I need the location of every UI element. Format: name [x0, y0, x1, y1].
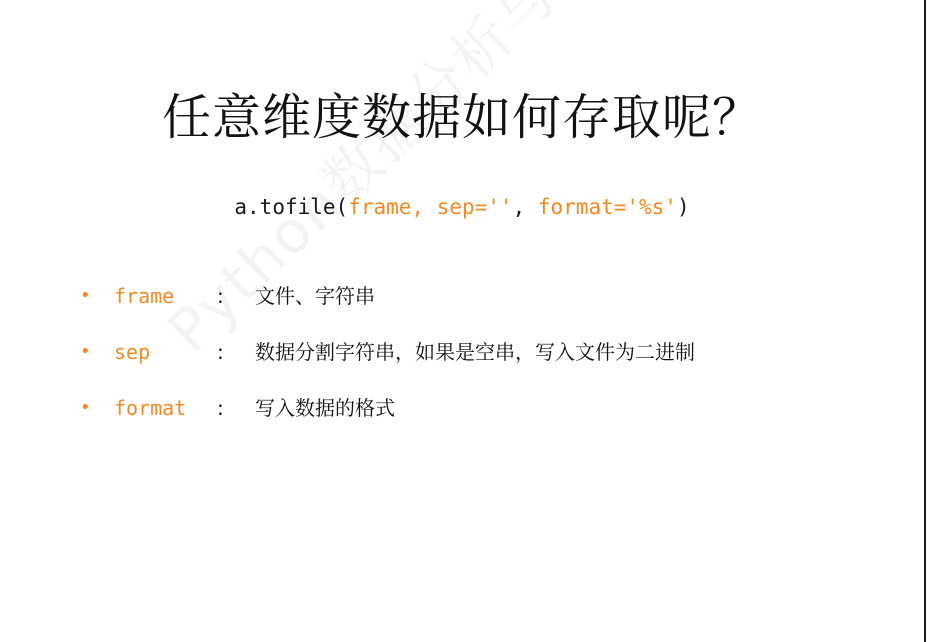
code-arg-format: format='%s': [537, 195, 677, 219]
code-arg-frame: frame,: [348, 195, 425, 219]
param-colon: :: [217, 396, 224, 420]
code-signature: [0, 193, 924, 221]
bullet-item-format: [0, 393, 924, 423]
param-description: 写入数据的格式: [255, 396, 395, 420]
bullet-item-frame: [0, 281, 924, 311]
bullet-dot-icon: •: [80, 285, 91, 306]
code-comma: ,: [512, 195, 526, 219]
param-name: sep: [114, 340, 151, 364]
slide-title: 任意维度数据如何存取呢？: [161, 89, 762, 146]
code-prefix: a.tofile(: [234, 195, 349, 219]
code-suffix: ): [676, 195, 690, 219]
window-edge-divider: [924, 0, 932, 642]
code-arg-sep: sep='': [436, 195, 513, 219]
bullet-dot-icon: •: [80, 341, 91, 362]
param-description: 文件、字符串: [255, 284, 375, 308]
param-colon: :: [217, 284, 224, 308]
bullet-item-sep: [0, 337, 924, 367]
param-name: frame: [114, 284, 175, 308]
code-space: [525, 195, 538, 219]
code-space: [424, 195, 437, 219]
bullet-dot-icon: •: [80, 397, 91, 418]
param-name: format: [114, 396, 187, 420]
watermark: [146, 0, 660, 367]
param-description: 数据分割字符串，如果是空串，写入文件为二进制: [255, 340, 695, 364]
param-colon: :: [217, 340, 224, 364]
